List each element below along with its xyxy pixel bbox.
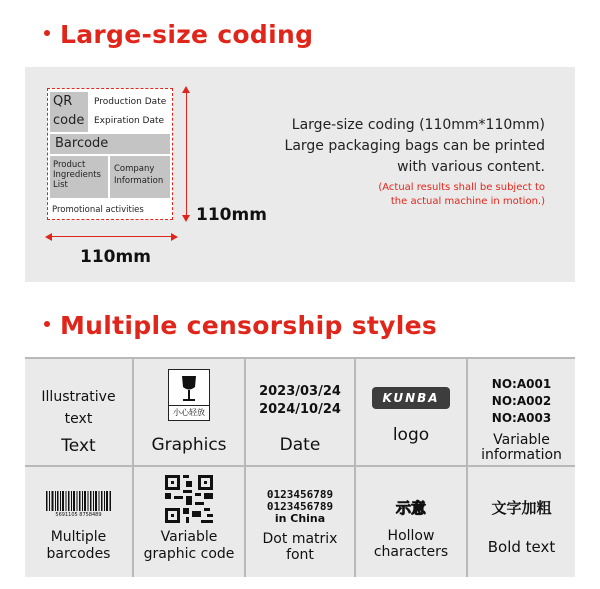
- caption-hollow-characters: Hollow characters: [373, 528, 449, 560]
- label-barcode: Barcode: [50, 134, 170, 154]
- caption-variable-information: Variable information: [481, 432, 562, 463]
- variable-line-1: NO:A001: [491, 377, 552, 391]
- barcode-digits: 5691105 8758489: [55, 512, 102, 518]
- arrow-right-icon: [171, 233, 178, 241]
- height-arrow: [186, 90, 187, 219]
- caption-variable-graphic-code: Variable graphic code: [143, 529, 235, 562]
- date-line-2: 2024/10/24: [259, 402, 341, 417]
- desc-line-3: with various content.: [397, 159, 545, 175]
- note-line-1: (Actual results shall be subject to: [378, 182, 545, 193]
- height-dimension-label: 110mm: [196, 205, 267, 225]
- dot-matrix-line-1: 0123456789: [266, 488, 334, 501]
- grid-cell-barcodes: [25, 467, 132, 577]
- section-title-censorship: [44, 311, 437, 340]
- caption-multiple-barcodes: Multiple barcodes: [46, 529, 111, 562]
- grid-cell-graphics: [134, 359, 244, 465]
- section-title-text: Large-size coding: [60, 20, 314, 49]
- arrow-down-icon: [182, 215, 190, 222]
- glass-fragile-icon: [168, 369, 210, 421]
- label-product-ingredients: Product Ingredients List: [50, 156, 108, 198]
- grid-cell-bold: [468, 467, 575, 577]
- label-promotional-activities: Promotional activities: [52, 205, 144, 215]
- grid-cell-text: [25, 359, 132, 465]
- label-company-information: Company Information: [110, 156, 170, 198]
- caption-logo: logo: [392, 425, 430, 445]
- dot-matrix-line-2: 0123456789: [266, 500, 334, 513]
- grid-cell-logo: [356, 359, 466, 465]
- label-production-date: Production Date: [94, 97, 167, 107]
- section-title-text: Multiple censorship styles: [60, 311, 438, 340]
- hollow-sample-text: 示意: [395, 499, 426, 517]
- grid-cell-hollow: [356, 467, 466, 577]
- width-dimension-label: 110mm: [80, 247, 151, 267]
- grid-cell-graphic-code: [134, 467, 244, 577]
- large-size-description: [285, 115, 545, 209]
- desc-line-2: Large packaging bags can be printed: [284, 138, 545, 154]
- variable-line-2: NO:A002: [491, 394, 552, 408]
- bullet-dot-icon: [44, 321, 50, 327]
- bullet-dot-icon: [44, 30, 50, 36]
- kunba-logo-icon: KUNBA: [372, 387, 450, 409]
- dot-matrix-line-3: in China: [274, 512, 326, 525]
- grid-cell-date: [246, 359, 354, 465]
- caption-text: Text: [61, 436, 96, 456]
- styles-grid: [25, 357, 575, 577]
- variable-line-3: NO:A003: [491, 411, 552, 425]
- label-layout-diagram: [47, 88, 173, 220]
- width-arrow: [49, 236, 173, 237]
- note-line-2: the actual machine in motion.): [390, 196, 545, 207]
- caption-graphics: Graphics: [151, 435, 227, 455]
- desc-line-1: Large-size coding (110mm*110mm): [291, 117, 545, 133]
- caption-bold-text: Bold text: [487, 538, 556, 556]
- caption-date: Date: [279, 435, 321, 455]
- arrow-left-icon: [45, 233, 52, 241]
- qr-code-icon: [165, 475, 213, 523]
- grid-cell-variable-info: [468, 359, 575, 465]
- label-expiration-date: Expiration Date: [94, 116, 165, 126]
- arrow-up-icon: [182, 86, 190, 93]
- fragile-label: 小心轻放: [169, 405, 209, 418]
- bold-sample-text: 文字加粗: [491, 499, 552, 517]
- illustrative-text: Illustrative text: [41, 389, 116, 427]
- grid-cell-dot-matrix: [246, 467, 354, 577]
- section-title-large-size: [44, 20, 313, 49]
- label-qr-code: QR code: [50, 92, 88, 132]
- date-line-1: 2023/03/24: [259, 384, 341, 399]
- caption-dot-matrix-font: Dot matrix font: [262, 531, 338, 563]
